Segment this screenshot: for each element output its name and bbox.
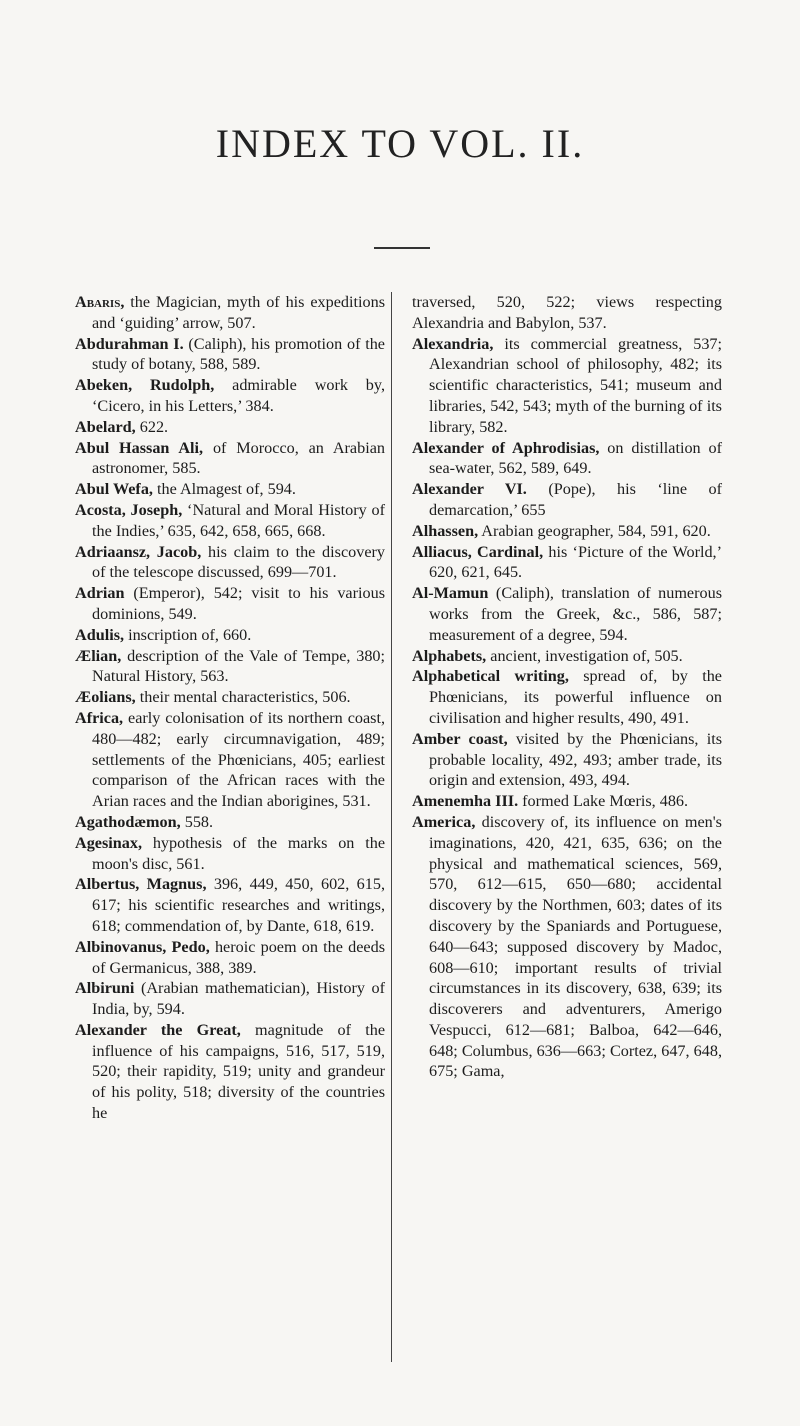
index-entry-heading: Albertus, Magnus, (75, 875, 207, 894)
index-entry-heading: Adulis, (75, 625, 125, 644)
index-entry (412, 521, 722, 542)
index-entry (75, 542, 385, 584)
index-entry-heading: Abdurahman I. (75, 334, 184, 353)
index-entry-text: 622. (135, 417, 169, 436)
index-entry (412, 729, 722, 791)
index-entry (75, 334, 385, 376)
index-entry (412, 666, 722, 728)
index-entry-heading: Abul Wefa, (75, 480, 153, 499)
index-entry-text: the Almagest of, 594. (152, 480, 296, 499)
index-entry (75, 625, 385, 646)
index-entry-heading: Alexander the Great, (75, 1020, 241, 1039)
index-entry (75, 708, 385, 812)
index-entry-text: heroic poem on the deeds of Germanicus, 388, 389. (92, 937, 385, 977)
index-entry (75, 978, 385, 1020)
index-entry (412, 812, 722, 1082)
index-entry-heading: Adriaansz, Jacob, (75, 542, 202, 561)
index-entry-text: 558. (180, 812, 214, 831)
index-entry (75, 375, 385, 417)
index-entry-text: (Pope), his ‘line of demarcation,’ 655 (429, 480, 722, 519)
index-entry-text: Arabian geographer, 584, 591, 620. (478, 521, 711, 540)
index-entry-heading: Agathodæmon, (75, 812, 181, 831)
index-entry-heading: Alexander VI. (412, 480, 527, 499)
index-entry-text: hypothesis of the marks on the moon's disc, 561. (92, 833, 385, 873)
index-entry-heading: Alexander of Aphrodisias, (412, 438, 600, 457)
index-entry-heading: Amber coast, (412, 729, 508, 748)
index-entry (75, 833, 385, 875)
index-entry (75, 874, 385, 936)
index-entry-text: his claim to the discovery of the telescope discussed, 699—701. (92, 542, 385, 582)
index-entry (75, 417, 385, 438)
index-entry-text: early colonisation of its northern coast, 480—482; early circumnavigation, 489; settlements of the Phœnicians, 405; earliest comparison of the African races with the Arian races and the Indian aborigines, 531. (92, 708, 385, 811)
index-entry-text: his ‘Picture of the World,’ 620, 621, 645. (429, 542, 722, 582)
index-entry (412, 334, 722, 438)
index-entry (412, 438, 722, 480)
index-entry-heading: Abaris, (75, 293, 125, 311)
index-entry (412, 791, 722, 812)
index-entry-heading: Amenemha III. (412, 792, 519, 811)
index-entry-heading: Albinovanus, Pedo, (75, 937, 210, 956)
index-entry-heading: Africa, (75, 708, 124, 727)
index-entry-text: ancient, investigation of, 505. (486, 646, 683, 665)
index-entry-heading: Adrian (75, 584, 125, 603)
index-entry (412, 542, 722, 584)
index-entry (75, 937, 385, 979)
index-entry (75, 1020, 385, 1124)
index-entry-heading: Acosta, Joseph, (75, 500, 183, 519)
index-entry-text: description of the Vale of Tempe, 380; Natural History, 563. (92, 646, 385, 686)
index-entry (75, 687, 385, 708)
index-entry-text: 396, 449, 450, 602, 615, 617; his scientific researches and writings, 618; commendation of, by Dante, 618, 619. (92, 875, 386, 935)
page-title: INDEX TO VOL. II. (215, 121, 585, 166)
column-divider (391, 292, 392, 1362)
index-entry-text: ‘Natural and Moral History of the Indies,’ 635, 642, 658, 665, 668. (92, 500, 385, 540)
index-entry (75, 292, 385, 334)
index-entry-heading: Alliacus, Cardinal, (412, 542, 544, 561)
index-entry-text: the Magician, myth of his expeditions and ‘guiding’ arrow, 507. (92, 293, 385, 332)
index-column-right (412, 292, 722, 1082)
index-entry-heading: Alphabets, (412, 646, 487, 665)
index-entry (412, 646, 722, 667)
index-entry (75, 583, 385, 625)
index-entry-text: spread of, by the Phœnicians, its powerful influence on civilisation and higher results, 490, 491. (429, 667, 722, 727)
index-entry-text: visited by the Phœnicians, its probable locality, 492, 493; amber trade, its origin and extension, 493, 494. (429, 729, 722, 790)
index-entry-text: (Caliph), his promotion of the study of botany, 588, 589. (92, 334, 385, 374)
index-entry-text: traversed, 520, 522; views respecting Alexandria and Babylon, 537. (412, 293, 722, 332)
index-entry-heading: Abelard, (75, 417, 136, 436)
index-entry-heading: Alexandria, (412, 334, 494, 353)
index-entry-text: its commercial greatness, 537; Alexandrian school of philosophy, 482; its scientific characteristics, 541; museum and libraries, 542, 543; myth of the burning of its library, 582. (429, 334, 722, 436)
index-entry-text: (Arabian mathematician), History of India, by, 594. (92, 979, 385, 1019)
index-entry (412, 583, 722, 645)
index-entry-heading: Agesinax, (75, 833, 143, 852)
index-entry-heading: Æolians, (75, 688, 136, 707)
index-entry-text: their mental characteristics, 506. (135, 688, 351, 707)
index-entry-heading: Al-Mamun (412, 584, 489, 603)
index-entry (412, 479, 722, 521)
index-entry (412, 292, 722, 334)
index-entry-text: discovery of, its influence on men's imaginations, 420, 421, 635, 636; on the physical and mathematical sciences, 569, 570, 612—615, 650—680; accidental discovery by the Northmen, 603; dates of its discovery by the Spaniards and Portuguese, 640—643; supposed discovery by Madoc, 608—610; important results of trivial circumstances in its discovery, 638, 639; its discoverers and adventurers, Amerigo Vespucci, 612—681; Balboa, 642—646, 648; Columbus, 636—663; Cortez, 647, 648, 675; Gama, (429, 812, 722, 1081)
title-rule (374, 247, 430, 249)
index-entry (75, 438, 385, 480)
index-entry-heading: Ælian, (75, 646, 122, 665)
index-entry (75, 812, 385, 833)
index-entry-heading: Alhassen, (412, 521, 479, 540)
index-entry (75, 479, 385, 500)
index-entry-text: magnitude of the influence of his campaigns, 516, 517, 519, 520; their rapidity, 519; unity and grandeur of his polity, 518; diversity of the countries he (92, 1020, 386, 1123)
index-entry-text: of Morocco, an Arabian astronomer, 585. (92, 438, 385, 478)
index-entry-heading: Abeken, Rudolph, (75, 376, 215, 395)
index-entry-heading: Albiruni (75, 979, 135, 998)
index-entry-heading: Alphabetical writing, (412, 667, 569, 686)
index-entry (75, 646, 385, 688)
index-entry-text: (Caliph), translation of numerous works from the Greek, &c., 586, 587; measurement of a degree, 594. (429, 584, 722, 644)
index-entry-heading: Abul Hassan Ali, (75, 438, 204, 457)
index-entry (75, 500, 385, 542)
index-entry-text: inscription of, 660. (124, 625, 252, 644)
index-entry-text: formed Lake Mœris, 486. (518, 792, 689, 811)
index-entry-text: admirable work by, ‘Cicero, in his Letters,’ 384. (92, 376, 385, 415)
index-column-left (75, 292, 385, 1124)
index-entry-text: on distillation of sea-water, 562, 589, 649. (429, 438, 722, 478)
index-entry-text: (Emperor), 542; visit to his various dominions, 549. (92, 584, 385, 623)
index-entry-heading: America, (412, 812, 476, 831)
